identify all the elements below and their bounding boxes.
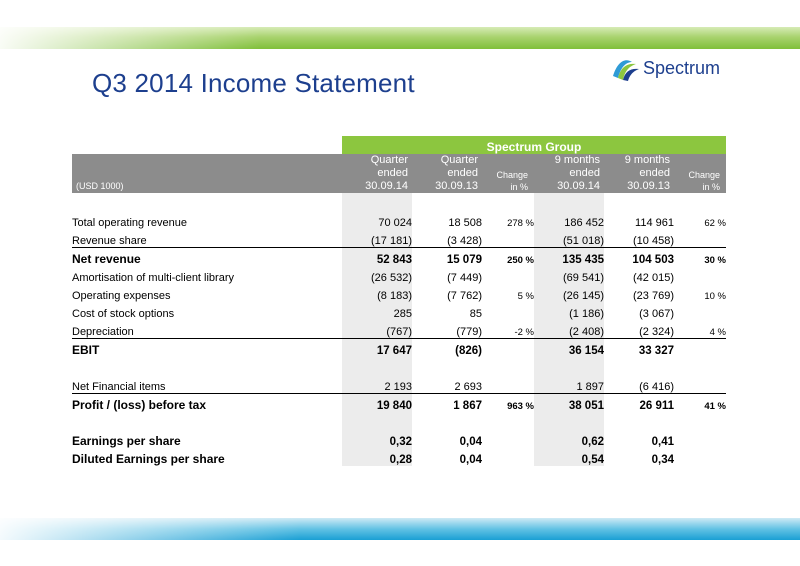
unit-label: (USD 1000) [72, 154, 342, 193]
spectrum-wave-logo-icon [610, 54, 642, 86]
table-row: Diluted Earnings per share 0,28 0,04 0,54 0,34 [72, 448, 726, 466]
spectrum-logo [610, 54, 730, 86]
table-row: Operating expenses (8 183) (7 762) 5 % (26 145) (23 769) 10 % [72, 284, 726, 302]
slide-title: Q3 2014 Income Statement [92, 68, 415, 98]
table-row: Earnings per share 0,32 0,04 0,62 0,41 [72, 430, 726, 448]
table-row: Net revenue 52 843 15 079 250 % 135 435 104 503 30 % [72, 248, 726, 267]
table-row: Amortisation of multi-client library (26 532) (7 449) (69 541) (42 015) [72, 266, 726, 284]
table-row: EBIT 17 647 (826) 36 154 33 327 [72, 339, 726, 358]
table-row: Depreciation (767) (779) -2 % (2 408) (2 324) 4 % [72, 320, 726, 339]
col-header-q-change: Change in % [482, 154, 534, 193]
group-label: Spectrum Group [342, 136, 726, 154]
col-header-q-2013: Quarter ended 30.09.13 [412, 154, 482, 193]
spacer-row [72, 412, 726, 430]
top-band-fade [0, 27, 260, 49]
table-row: Total operating revenue 70 024 18 508 278 % 186 452 114 961 62 % [72, 211, 726, 229]
column-header-row [72, 154, 726, 193]
col-header-9m-2013: 9 months ended 30.09.13 [604, 154, 674, 193]
col-header-q-2014: Quarter ended 30.09.14 [342, 154, 412, 193]
table-row: Net Financial items 2 193 2 693 1 897 (6 416) [72, 375, 726, 394]
income-statement-table [72, 136, 726, 466]
spacer-row [72, 357, 726, 375]
col-header-9m-change: Change in % [674, 154, 726, 193]
table-row: Revenue share (17 181) (3 428) (51 018) (10 458) [72, 229, 726, 248]
logo-wordmark: Spectrum [643, 58, 721, 78]
table-row: Profit / (loss) before tax 19 840 1 867 963 % 38 051 26 911 41 % [72, 394, 726, 413]
col-header-9m-2014: 9 months ended 30.09.14 [534, 154, 604, 193]
bottom-band-fade [0, 518, 300, 540]
group-header-row [72, 136, 726, 154]
spacer-row [72, 193, 726, 211]
table-row: Cost of stock options 285 85 (1 186) (3 067) [72, 302, 726, 320]
